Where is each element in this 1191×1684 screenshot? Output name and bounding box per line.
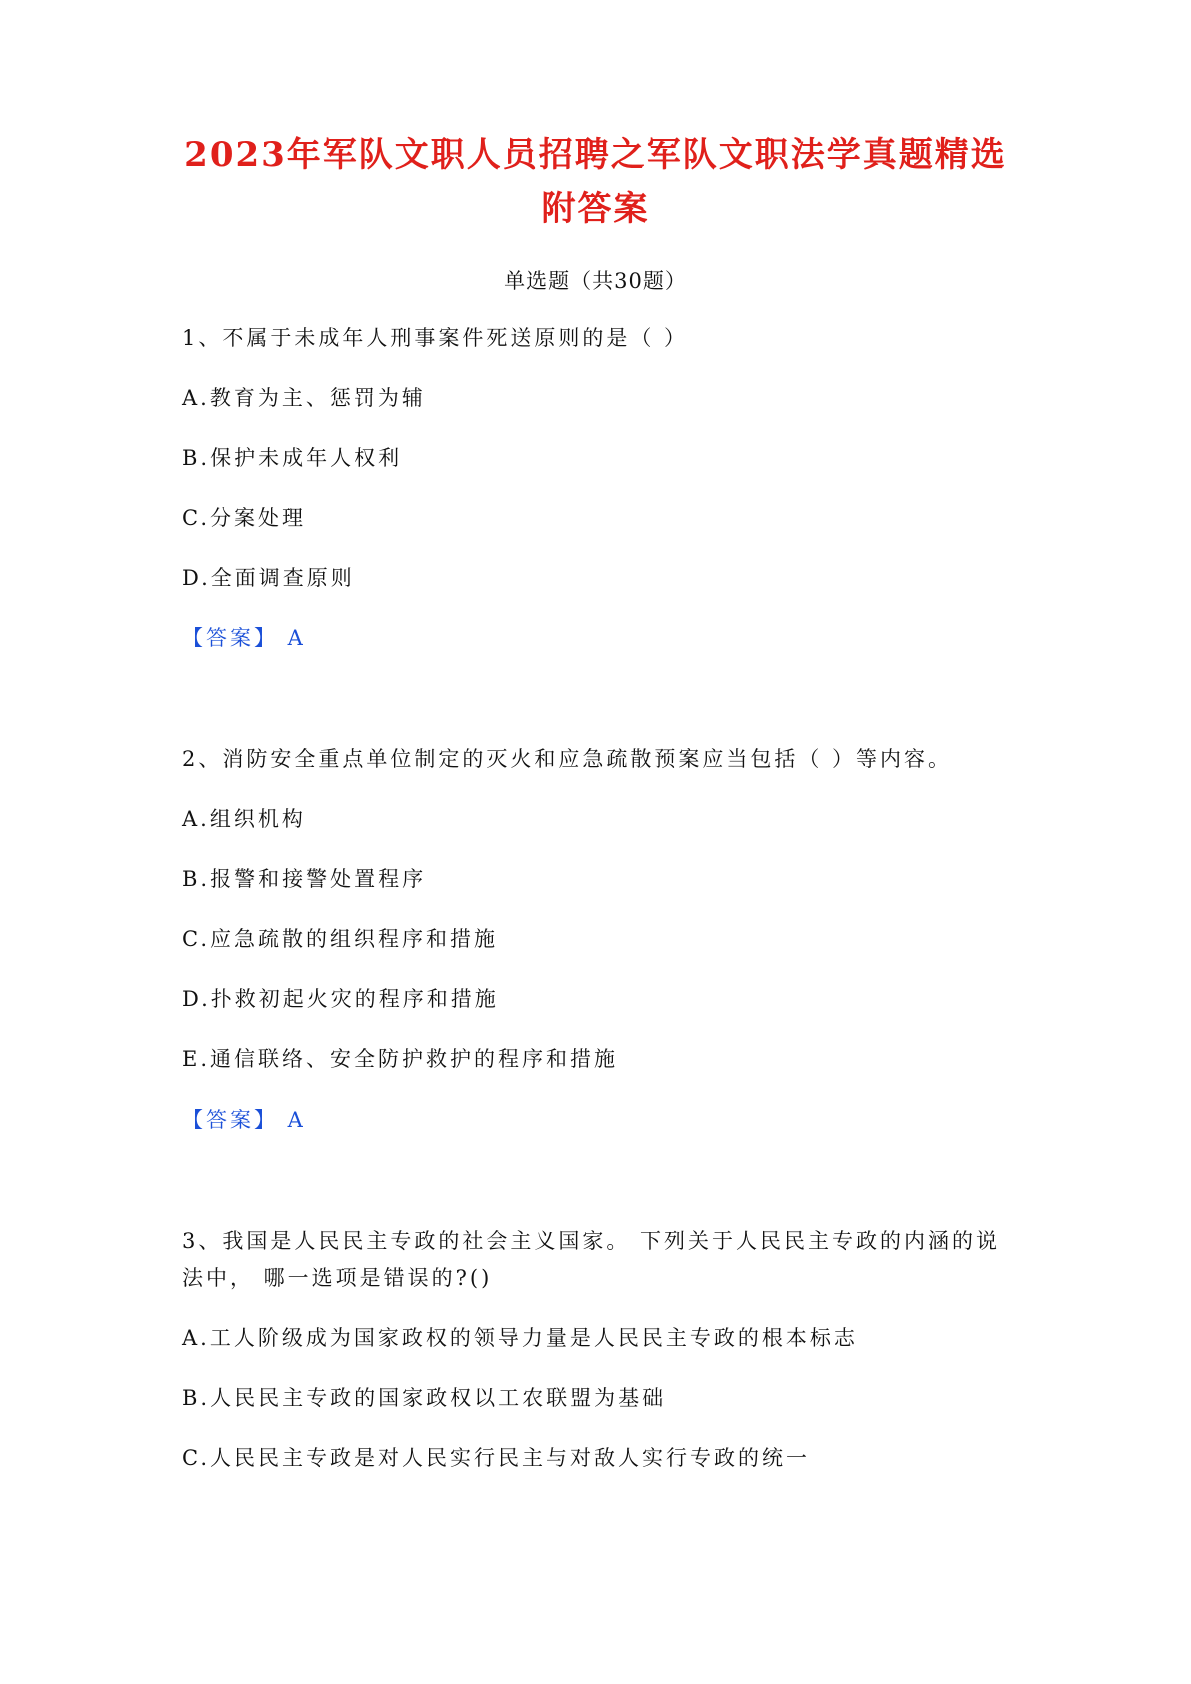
page-title-line-1: 2023年军队文职人员招聘之军队文职法学真题精选 bbox=[184, 135, 1007, 175]
question-2-option-b: B.报警和接警处置程序 bbox=[182, 867, 427, 891]
question-3-stem-line-2: 法中， 哪一选项是错误的?() bbox=[182, 1266, 493, 1290]
question-3-option-a: A.工人阶级成为国家政权的领导力量是人民民主专政的根本标志 bbox=[182, 1326, 858, 1350]
question-1-answer: 【答案】 A bbox=[182, 626, 306, 650]
page-title-line-2: 附答案 bbox=[541, 189, 650, 229]
question-2-option-a: A.组织机构 bbox=[182, 807, 306, 831]
question-2-stem: 2、消防安全重点单位制定的灭火和应急疏散预案应当包括（ ）等内容。 bbox=[182, 747, 953, 771]
question-1-option-c: C.分案处理 bbox=[182, 506, 306, 530]
question-3-stem-line-1: 3、我国是人民民主专政的社会主义国家。 下列关于人民民主专政的内涵的说 bbox=[182, 1229, 1001, 1253]
question-1-option-a: A.教育为主、惩罚为辅 bbox=[182, 386, 426, 410]
question-2-option-c: C.应急疏散的组织程序和措施 bbox=[182, 927, 498, 951]
question-2-option-d: D.扑救初起火灾的程序和措施 bbox=[182, 987, 499, 1011]
question-2-answer: 【答案】 A bbox=[182, 1108, 306, 1132]
question-3-option-c: C.人民民主专政是对人民实行民主与对敌人实行专政的统一 bbox=[182, 1446, 810, 1470]
question-1-stem: 1、不属于未成年人刑事案件死送原则的是（ ） bbox=[182, 326, 689, 350]
section-heading: 单选题（共30题） bbox=[504, 269, 687, 293]
question-1-option-b: B.保护未成年人权利 bbox=[182, 446, 403, 470]
question-2-option-e: E.通信联络、安全防护救护的程序和措施 bbox=[182, 1047, 619, 1071]
question-1-option-d: D.全面调查原则 bbox=[182, 566, 355, 590]
question-3-option-b: B.人民民主专政的国家政权以工农联盟为基础 bbox=[182, 1386, 667, 1410]
